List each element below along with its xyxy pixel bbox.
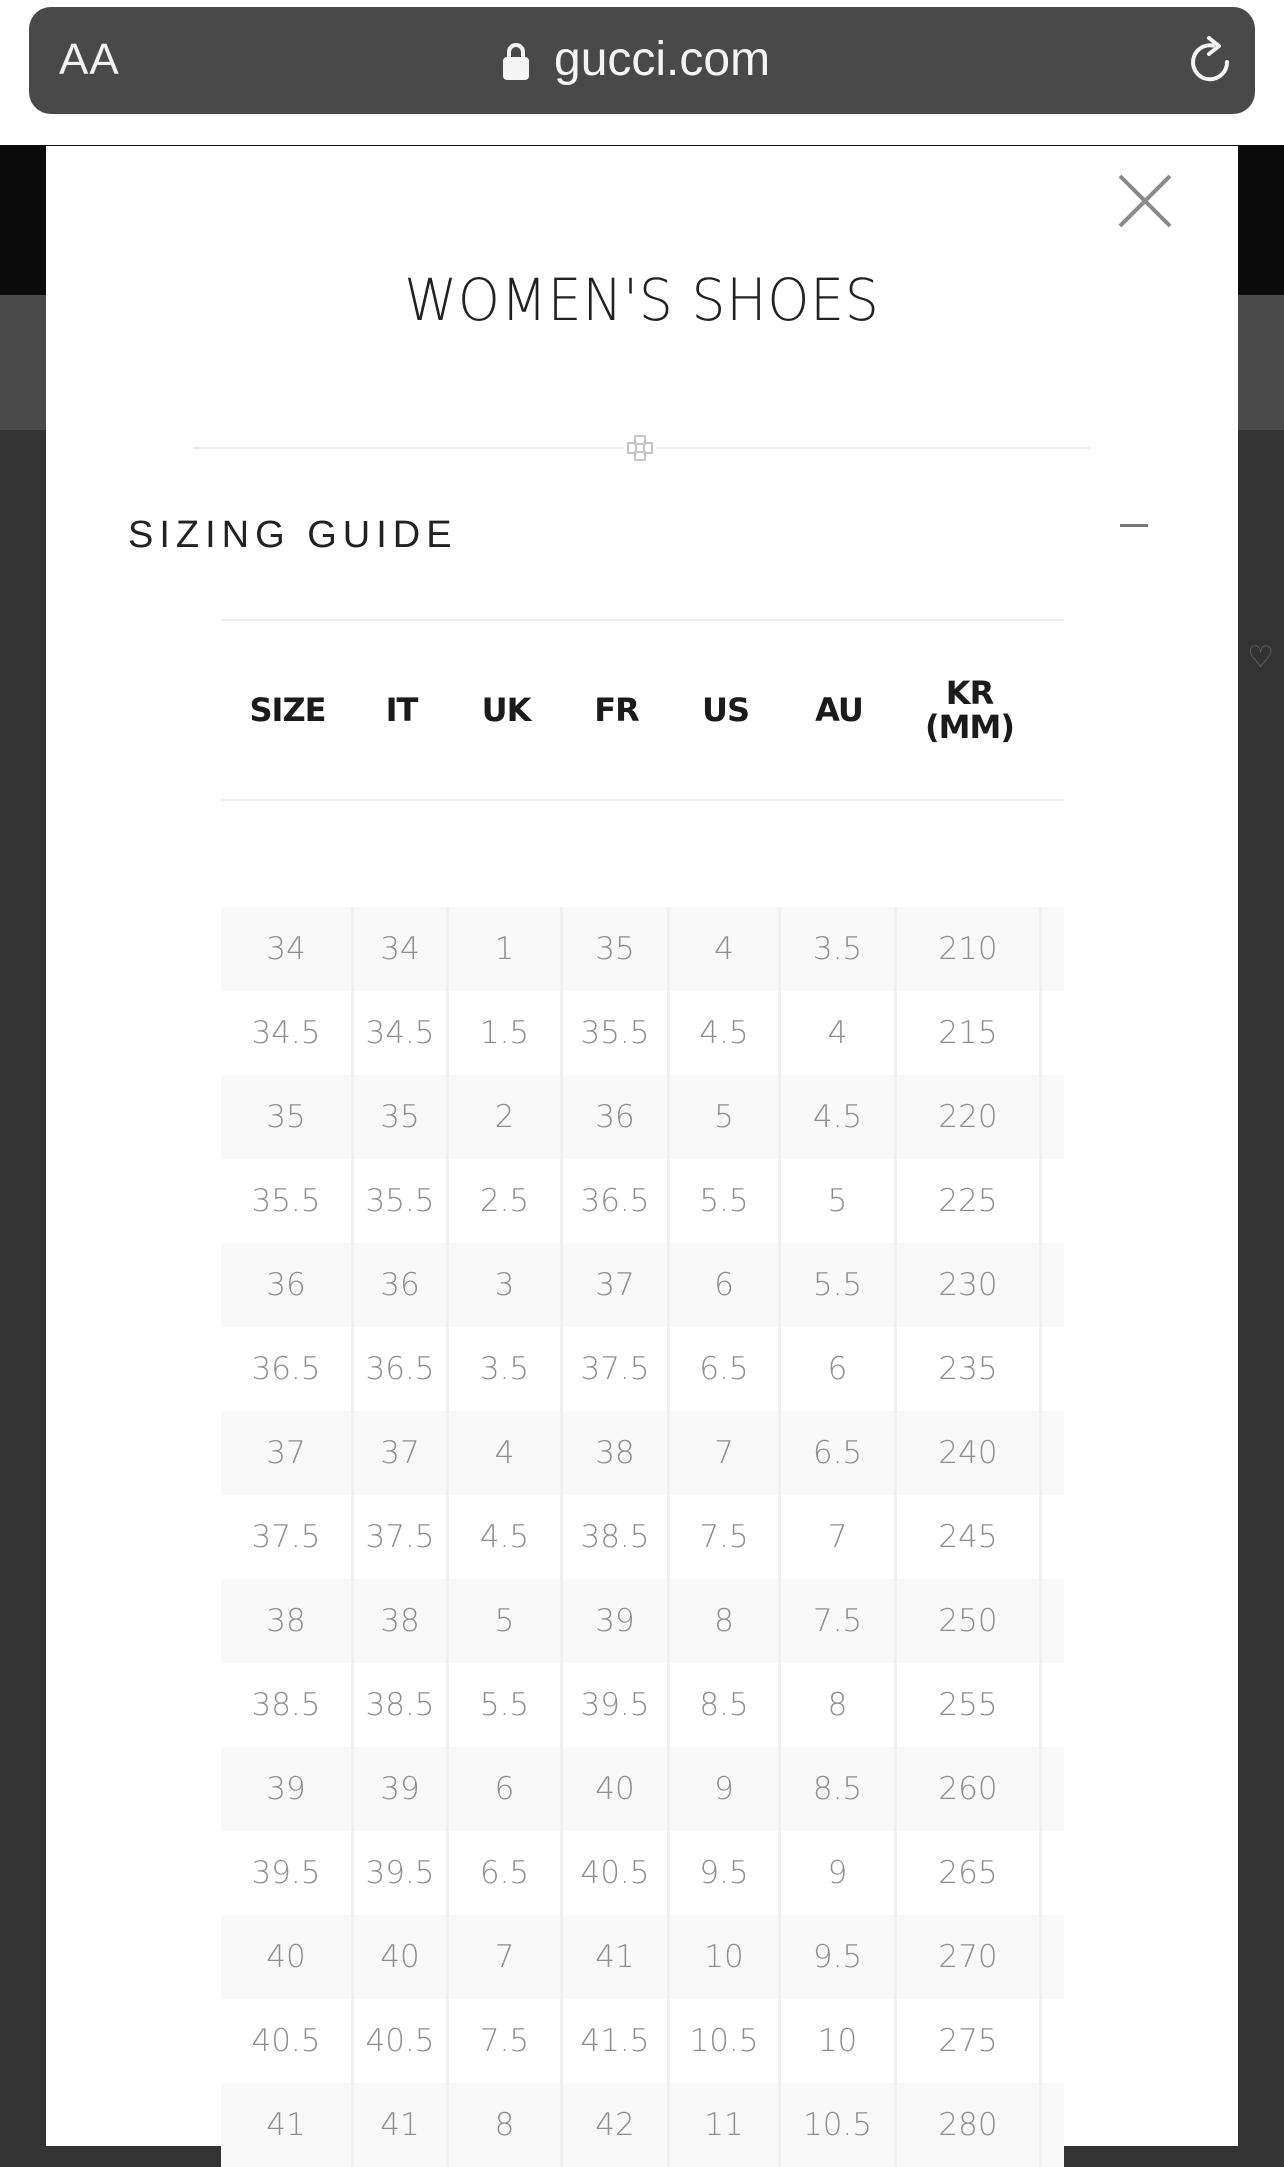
- table-cell: 37: [563, 1243, 670, 1327]
- table-cell: 37.5: [354, 1495, 449, 1579]
- table-cell: 5: [449, 1579, 563, 1663]
- collapse-button[interactable]: [1120, 524, 1148, 527]
- table-cell-edge: [1042, 1159, 1064, 1243]
- table-cell: 40: [221, 1915, 354, 1999]
- table-cell-edge: [1042, 907, 1064, 991]
- table-cell: 7: [449, 1915, 563, 1999]
- table-cell: 7.5: [449, 1999, 563, 2083]
- table-cell: 215: [897, 991, 1042, 1075]
- table-cell-edge: [1042, 1579, 1064, 1663]
- table-cell: 245: [897, 1495, 1042, 1579]
- table-cell: 34.5: [354, 991, 449, 1075]
- header-us: US: [701, 691, 750, 729]
- table-cell: 35.5: [563, 991, 670, 1075]
- table-row: [221, 1831, 1064, 1915]
- table-cell: 38: [221, 1579, 354, 1663]
- table-cell: 40.5: [563, 1831, 670, 1915]
- browser-address-bar[interactable]: [29, 7, 1255, 114]
- table-cell: 220: [897, 1075, 1042, 1159]
- table-row: [221, 1579, 1064, 1663]
- reload-icon[interactable]: [1183, 35, 1237, 89]
- size-guide-modal: [46, 146, 1238, 2146]
- table-row: [221, 1159, 1064, 1243]
- sizing-guide-heading[interactable]: SIZING GUIDE: [128, 514, 458, 556]
- table-row: [221, 1999, 1064, 2083]
- table-cell: 5: [670, 1075, 781, 1159]
- table-body: [221, 907, 1064, 2167]
- table-cell: 255: [897, 1663, 1042, 1747]
- table-cell-edge: [1042, 1663, 1064, 1747]
- table-cell: 10: [781, 1999, 897, 2083]
- table-cell: 39: [563, 1579, 670, 1663]
- table-cell: 8: [670, 1579, 781, 1663]
- table-cell: 240: [897, 1411, 1042, 1495]
- table-cell: 9: [670, 1747, 781, 1831]
- modal-title: WOMEN'S SHOES: [404, 266, 880, 334]
- table-row: [221, 2083, 1064, 2167]
- table-cell: 35.5: [354, 1159, 449, 1243]
- table-cell: 5.5: [670, 1159, 781, 1243]
- table-cell: 34: [221, 907, 354, 991]
- table-row: [221, 1495, 1064, 1579]
- table-cell: 36.5: [563, 1159, 670, 1243]
- table-cell-edge: [1042, 991, 1064, 1075]
- table-cell: 36.5: [221, 1327, 354, 1411]
- table-cell: 5.5: [781, 1243, 897, 1327]
- table-cell-edge: [1042, 2083, 1064, 2167]
- table-cell: 38: [563, 1411, 670, 1495]
- table-cell: 6.5: [781, 1411, 897, 1495]
- header-au: AU: [815, 691, 863, 729]
- table-cell: 40: [354, 1915, 449, 1999]
- table-cell: 9: [781, 1831, 897, 1915]
- table-cell: 35.5: [221, 1159, 354, 1243]
- table-cell: 40: [563, 1747, 670, 1831]
- table-cell: 36: [563, 1075, 670, 1159]
- table-cell: 36: [354, 1243, 449, 1327]
- table-cell: 2.5: [449, 1159, 563, 1243]
- table-cell: 2: [449, 1075, 563, 1159]
- table-row: [221, 1915, 1064, 1999]
- header-fr: FR: [594, 691, 639, 729]
- table-cell: 38.5: [563, 1495, 670, 1579]
- table-cell: 3: [449, 1243, 563, 1327]
- table-cell: 4.5: [670, 991, 781, 1075]
- table-header-row: [221, 621, 1064, 799]
- table-cell-edge: [1042, 1915, 1064, 1999]
- table-cell: 10.5: [781, 2083, 897, 2167]
- table-cell-edge: [1042, 1411, 1064, 1495]
- table-cell: 4: [670, 907, 781, 991]
- table-cell: 40.5: [354, 1999, 449, 2083]
- table-cell: 260: [897, 1747, 1042, 1831]
- table-cell: 37: [354, 1411, 449, 1495]
- table-row: [221, 1327, 1064, 1411]
- table-cell: 38.5: [221, 1663, 354, 1747]
- table-cell: 5.5: [449, 1663, 563, 1747]
- table-cell: 8: [781, 1663, 897, 1747]
- table-cell: 275: [897, 1999, 1042, 2083]
- table-cell-edge: [1042, 1243, 1064, 1327]
- table-cell: 6.5: [449, 1831, 563, 1915]
- table-cell: 8: [449, 2083, 563, 2167]
- url-text[interactable]: gucci.com: [554, 33, 771, 86]
- table-cell: 6: [670, 1243, 781, 1327]
- table-cell: 35: [354, 1075, 449, 1159]
- lock-icon: [502, 41, 530, 81]
- table-cell: 10: [670, 1915, 781, 1999]
- table-cell: 235: [897, 1327, 1042, 1411]
- table-cell: 9.5: [670, 1831, 781, 1915]
- table-cell: 37.5: [221, 1495, 354, 1579]
- table-cell: 35: [563, 907, 670, 991]
- ornament-icon: [624, 432, 656, 464]
- table-cell: 34: [354, 907, 449, 991]
- table-cell: 7: [781, 1495, 897, 1579]
- header-size: SIZE: [249, 691, 326, 729]
- table-cell: 230: [897, 1243, 1042, 1327]
- table-cell: 4.5: [781, 1075, 897, 1159]
- table-cell: 4: [781, 991, 897, 1075]
- table-cell: 41: [563, 1915, 670, 1999]
- table-cell: 41.5: [563, 1999, 670, 2083]
- table-cell: 4: [449, 1411, 563, 1495]
- table-cell: 39: [354, 1747, 449, 1831]
- table-cell: 39.5: [221, 1831, 354, 1915]
- table-cell: 7.5: [781, 1579, 897, 1663]
- table-cell: 1: [449, 907, 563, 991]
- table-cell: 4.5: [449, 1495, 563, 1579]
- heart-icon: ♡: [1247, 641, 1274, 674]
- table-cell-edge: [1042, 1495, 1064, 1579]
- table-cell: 36.5: [354, 1327, 449, 1411]
- table-cell-edge: [1042, 1831, 1064, 1915]
- table-row: [221, 907, 1064, 991]
- table-row: [221, 1747, 1064, 1831]
- table-row: [221, 1411, 1064, 1495]
- table-cell: 38: [354, 1579, 449, 1663]
- table-row: [221, 1663, 1064, 1747]
- table-cell: 210: [897, 907, 1042, 991]
- table-cell: 37: [221, 1411, 354, 1495]
- table-cell: 34.5: [221, 991, 354, 1075]
- table-cell: 11: [670, 2083, 781, 2167]
- table-cell: 8.5: [670, 1663, 781, 1747]
- table-cell: 5: [781, 1159, 897, 1243]
- table-cell-edge: [1042, 1999, 1064, 2083]
- table-cell: 265: [897, 1831, 1042, 1915]
- table-cell: 8.5: [781, 1747, 897, 1831]
- header-kr-mm: KR (MM): [925, 674, 1014, 746]
- table-cell: 39.5: [354, 1831, 449, 1915]
- text-size-label: AA: [59, 35, 120, 84]
- table-cell-edge: [1042, 1327, 1064, 1411]
- table-cell: 36: [221, 1243, 354, 1327]
- table-cell: 40.5: [221, 1999, 354, 2083]
- table-cell: 1.5: [449, 991, 563, 1075]
- table-cell: 3.5: [449, 1327, 563, 1411]
- table-cell: 270: [897, 1915, 1042, 1999]
- table-cell: 7: [670, 1411, 781, 1495]
- table-cell: 39.5: [563, 1663, 670, 1747]
- header-it: IT: [385, 691, 418, 729]
- close-icon[interactable]: [1114, 170, 1176, 232]
- table-cell: 9.5: [781, 1915, 897, 1999]
- table-cell: 225: [897, 1159, 1042, 1243]
- table-cell: 6: [781, 1327, 897, 1411]
- text-size-button[interactable]: [59, 35, 120, 85]
- table-cell: 10.5: [670, 1999, 781, 2083]
- table-cell: 39: [221, 1747, 354, 1831]
- table-cell: 3.5: [781, 907, 897, 991]
- table-row: [221, 1243, 1064, 1327]
- table-cell: 6.5: [670, 1327, 781, 1411]
- table-cell: 37.5: [563, 1327, 670, 1411]
- table-cell: 250: [897, 1579, 1042, 1663]
- table-cell-edge: [1042, 1075, 1064, 1159]
- table-cell: 42: [563, 2083, 670, 2167]
- table-cell: 35: [221, 1075, 354, 1159]
- table-cell-edge: [1042, 1747, 1064, 1831]
- table-cell: 41: [221, 2083, 354, 2167]
- table-cell: 38.5: [354, 1663, 449, 1747]
- table-cell: 41: [354, 2083, 449, 2167]
- size-table: [221, 619, 1064, 2167]
- table-cell: 7.5: [670, 1495, 781, 1579]
- table-row: [221, 991, 1064, 1075]
- header-uk: UK: [481, 691, 531, 729]
- table-row: [221, 1075, 1064, 1159]
- table-cell: 6: [449, 1747, 563, 1831]
- table-cell: 280: [897, 2083, 1042, 2167]
